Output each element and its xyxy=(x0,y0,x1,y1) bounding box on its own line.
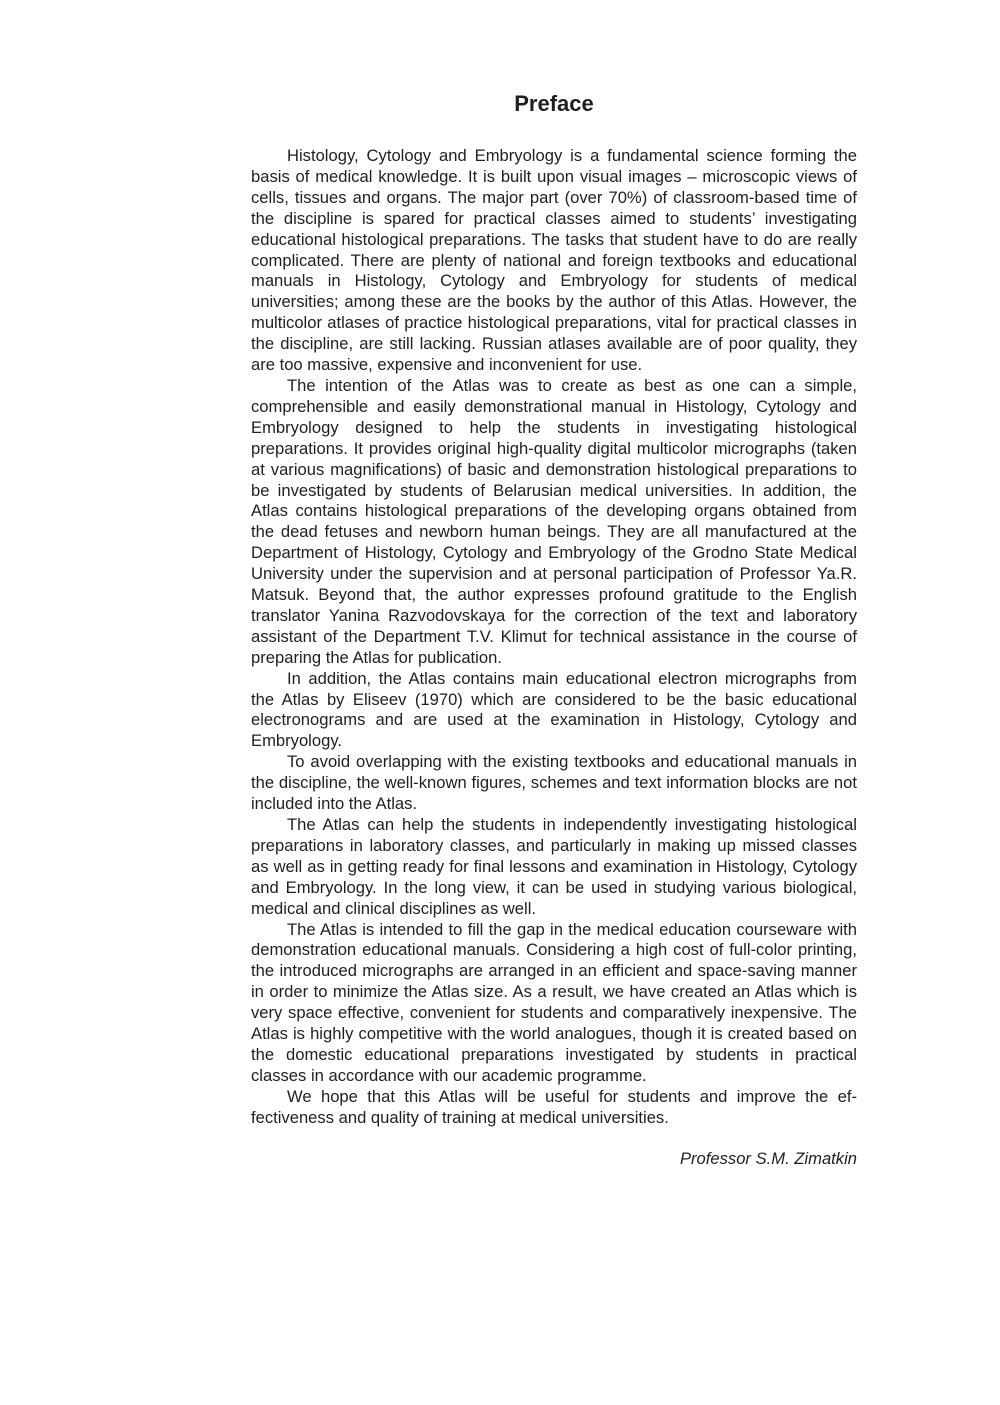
paragraph-6: The Atlas is intended to fill the gap in the medical education courseware with demonstration educational manuals. Considering a high cost of full-color printing, the introduced micrographs are arranged in an efficient and space-saving manner in order to minimize the Atlas size. As a result, we have created an Atlas which is very space effective, convenient for students and comparatively inexpensive. The Atlas is highly competitive with the world analogues, though it is created based on the domestic educational preparations investigated by students in practical classes in accordance with our academic programme. xyxy=(251,919,857,1085)
preface-page xyxy=(251,88,857,1169)
paragraph-4: To avoid overlapping with the existing textbooks and educational manuals in the discipline, the well-known figures, schemes and text information blocks are not included into the Atlas. xyxy=(251,752,857,814)
paragraph-1: Histology, Cytology and Embryology is a fundamental science forming the basis of medical knowledge. It is built upon visual images – microscopic views of cells, tissues and organs. The major part (over 70%) of classroom-based time of the discipline is spared for practical classes aimed to students’ investigating educational histological preparations. The tasks that student have to do are really complicated. There are plenty of national and foreign textbooks and educational manuals in Histology, Cytology and Embryology for students of medical universities; among these are the books by the author of this Atlas. However, the multicolor atlases of practice histological preparations, vital for practical classes in the discipline, are still lacking. Russian atlases available are of poor quality, they are too massive, expensive and inconvenient for use. xyxy=(251,146,857,375)
paragraph-5: The Atlas can help the students in independently investigating histological preparations in laboratory classes, and particularly in making up missed classes as well as in getting ready for final lessons and examination in Histology, Cytology and Embryology. In the long view, it can be used in studying various biological, medical and clinical disciplines as well. xyxy=(251,815,857,918)
page-title: Preface xyxy=(514,91,594,116)
paragraph-3: In addition, the Atlas contains main educational electron micrographs from the Atlas by Eliseev (1970) which are considered to be the basic educational electronograms and are used at the examination in Histology, Cytology and Embryology. xyxy=(251,668,857,751)
paragraph-2: The intention of the Atlas was to create as best as one can a simple, comprehensible and easily demonstrational manual in Histology, Cytology and Embryology designed to help the students in investigating histological preparations. It provides original high-quality digital multicolor micrographs (taken at various magnifications) of basic and demonstration histological preparations to be investigated by students of Belarusian medical universities. In addition, the Atlas contains histological preparations of the developing organs obtained from the dead fetuses and newborn human beings. They are all manufactured at the Department of Histology, Cytology and Embryology of the Grodno State Medical University under the supervision and at personal participation of Professor Ya.R. Matsuk. Beyond that, the author expresses profound gratitude to the English translator Yanina Razvodovskaya for the correction of the text and laboratory assistant of the Department T.V. Klimut for technical assistance in the course of preparing the Atlas for publication. xyxy=(251,375,857,667)
paragraph-7: We hope that this Atlas will be useful for students and improve the effectiveness and quality of training at medical universities. xyxy=(251,1086,857,1127)
author-signature: Professor S.M. Zimatkin xyxy=(679,1148,857,1168)
